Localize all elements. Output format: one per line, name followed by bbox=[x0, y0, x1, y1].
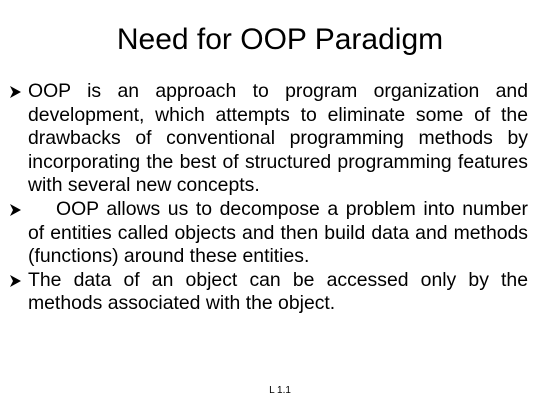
arrowhead-bullet-icon bbox=[8, 202, 24, 218]
bullet-list bbox=[8, 80, 528, 316]
arrowhead-bullet-icon bbox=[8, 273, 24, 289]
bullet-item bbox=[8, 269, 528, 316]
arrowhead-bullet-icon bbox=[8, 84, 24, 100]
slide-title: Need for OOP Paradigm bbox=[116, 23, 444, 56]
bullet-item bbox=[8, 198, 528, 269]
slide-footer-label: L 1.1 bbox=[269, 385, 291, 396]
bullet-text: The data of an object can be accessed only by the methods associated with the object. bbox=[28, 268, 528, 315]
bullet-text: OOP allows us to decompose a problem into number of entities called objects and then build data and methods (functions) around these entities. bbox=[28, 197, 528, 268]
bullet-item bbox=[8, 80, 528, 198]
bullet-text: OOP is an approach to program organization and development, which attempts to eliminate some of the drawbacks of conventional programming methods by incorporating the best of structured programming features with several new concepts. bbox=[28, 80, 528, 197]
